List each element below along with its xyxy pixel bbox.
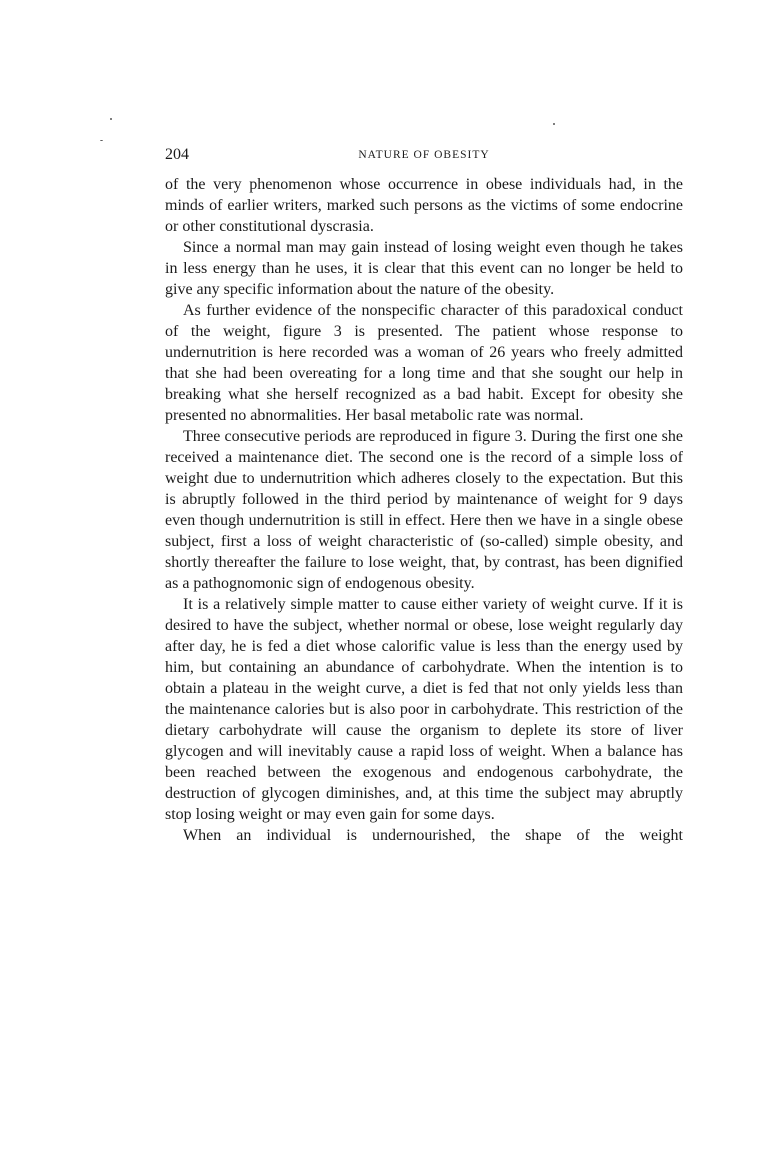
paragraph: of the very phenomenon whose occurrence in obese individuals had, in the minds of earlier writers, marked such persons as the victims of some endocrine or other constitutional dyscrasia.	[165, 176, 683, 235]
page-number: 204	[165, 146, 189, 163]
paragraph: As further evidence of the nonspecific character of this paradoxical conduct of the weight, figure 3 is presented. The patient whose response to undernutrition is here recorded was a woman of 26 years who freely admitted that she had been overeating for a long time and that she sought our help in breaking what she herself recognized as a bad habit. Except for obesity she presented no abnormalities. Her basal metabolic rate was normal.	[165, 302, 683, 424]
book-page	[165, 146, 683, 846]
running-head	[165, 146, 683, 168]
paragraph: When an individual is undernourished, the shape of the weight	[183, 827, 683, 844]
scan-speck	[553, 123, 555, 125]
paragraph: Three consecutive periods are reproduced in figure 3. During the first one she received a maintenance diet. The second one is the record of a simple loss of weight due to undernutrition which adheres closely to the expectation. But this is abruptly followed in the third period by maintenance of weight for 9 days even though undernutrition is still in effect. Here then we have in a single obese subject, first a loss of weight characteristic of (so-called) simple obesity, and shortly thereafter the failure to lose weight, that, by contrast, has been dignified as a pathognomonic sign of endogenous obesity.	[165, 428, 683, 592]
paragraph: Since a normal man may gain instead of losing weight even though he takes in less energy than he uses, it is clear that this event can no longer be held to give any specific information about the nature of the obesity.	[165, 239, 683, 298]
body-text	[165, 174, 683, 846]
scan-speck	[110, 118, 112, 120]
paragraph: It is a relatively simple matter to cause either variety of weight curve. If it is desired to have the subject, whether normal or obese, lose weight regularly day after day, he is fed a diet whose calorific value is less than the energy used by him, but containing an abundance of carbohydrate. When the intention is to obtain a plateau in the weight curve, a diet is fed that not only yields less than the maintenance calories but is also poor in carbohydrate. This restriction of the dietary carbohydrate will cause the organism to deplete its store of liver glycogen and will inevitably cause a rapid loss of weight. When a balance has been reached between the exogenous and endogenous carbohydrate, the destruction of glycogen diminishes, and, at this time the subject may abruptly stop losing weight or may even gain for some days.	[165, 596, 683, 823]
scan-speck	[100, 140, 103, 141]
running-title: NATURE OF OBESITY	[358, 149, 490, 161]
